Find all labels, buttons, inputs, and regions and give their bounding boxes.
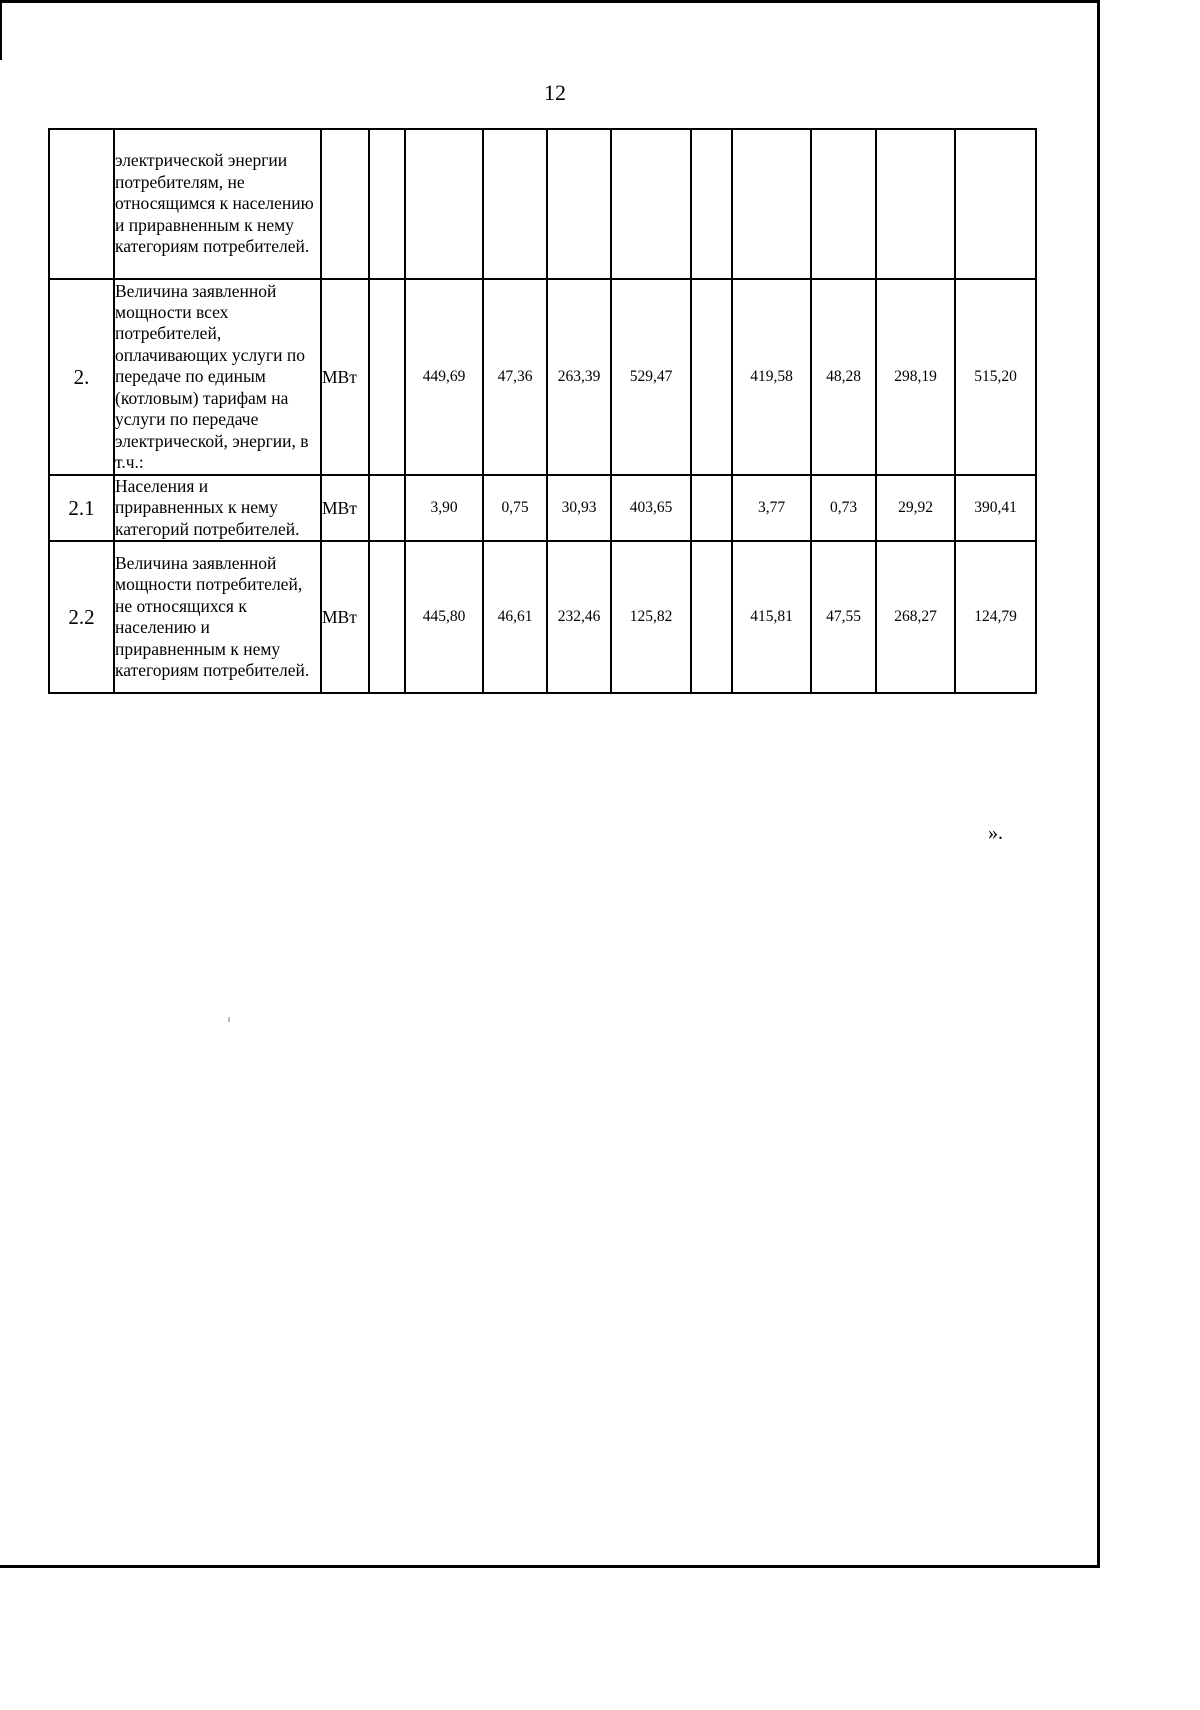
unit-cell: МВт [321,475,369,541]
value-cell: 449,69 [405,279,483,475]
table-row [49,475,1036,541]
value-cell: 29,92 [876,475,955,541]
value-cell [732,129,811,279]
value-cell: 529,47 [611,279,691,475]
page-border-left [0,0,2,60]
page-number: 12 [544,80,566,105]
value-cell [369,129,405,279]
value-cell: 0,73 [811,475,876,541]
value-cell: 445,80 [405,541,483,693]
value-cell: 125,82 [611,541,691,693]
value-cell [876,129,955,279]
unit-cell: МВт [321,279,369,475]
value-cell [369,279,405,475]
value-cell: 3,90 [405,475,483,541]
value-cell: 390,41 [955,475,1036,541]
table-row [49,279,1036,475]
row-number-cell: 2.1 [49,475,114,541]
value-cell: 232,46 [547,541,611,693]
value-cell: 0,75 [483,475,547,541]
closing-quote-mark: ». [988,822,1003,844]
value-cell: 403,65 [611,475,691,541]
value-cell [691,129,732,279]
value-cell: 263,39 [547,279,611,475]
unit-cell [321,129,369,279]
value-cell: 3,77 [732,475,811,541]
row-description-cell: электрической энергии потребителям, не относящимся к населению и приравненным к нему категориям потребителей. [114,129,321,279]
tariff-table [48,128,1037,694]
row-description-cell: Населения и приравненных к нему категорий потребителей. [114,475,321,541]
row-number-cell: 2. [49,279,114,475]
value-cell: 515,20 [955,279,1036,475]
value-cell [811,129,876,279]
value-cell: 419,58 [732,279,811,475]
page-border-top [0,0,1100,3]
row-description-cell: Величина заявленной мощности потребителей, не относящихся к населению и приравненным к нему категориям потребителей. [114,541,321,693]
value-cell [691,541,732,693]
value-cell: 268,27 [876,541,955,693]
row-number-cell [49,129,114,279]
value-cell [369,541,405,693]
page-border-bottom [0,1565,1100,1568]
value-cell: 47,55 [811,541,876,693]
value-cell [547,129,611,279]
value-cell [369,475,405,541]
value-cell [691,475,732,541]
unit-cell: МВт [321,541,369,693]
table-row [49,129,1036,279]
value-cell: 124,79 [955,541,1036,693]
row-number-cell: 2.2 [49,541,114,693]
value-cell [955,129,1036,279]
page-border-right [1097,0,1100,1568]
value-cell: 30,93 [547,475,611,541]
value-cell [611,129,691,279]
value-cell: 298,19 [876,279,955,475]
table-row [49,541,1036,693]
value-cell [483,129,547,279]
row-description-cell: Величина заявленной мощности всех потребителей, оплачивающих услуги по передаче по единым (котловым) тарифам на услуги по передаче электрической, энергии, в т.ч.: [114,279,321,475]
value-cell: 47,36 [483,279,547,475]
scan-speck [228,1017,230,1022]
value-cell: 415,81 [732,541,811,693]
value-cell [405,129,483,279]
value-cell: 46,61 [483,541,547,693]
value-cell: 48,28 [811,279,876,475]
value-cell [691,279,732,475]
